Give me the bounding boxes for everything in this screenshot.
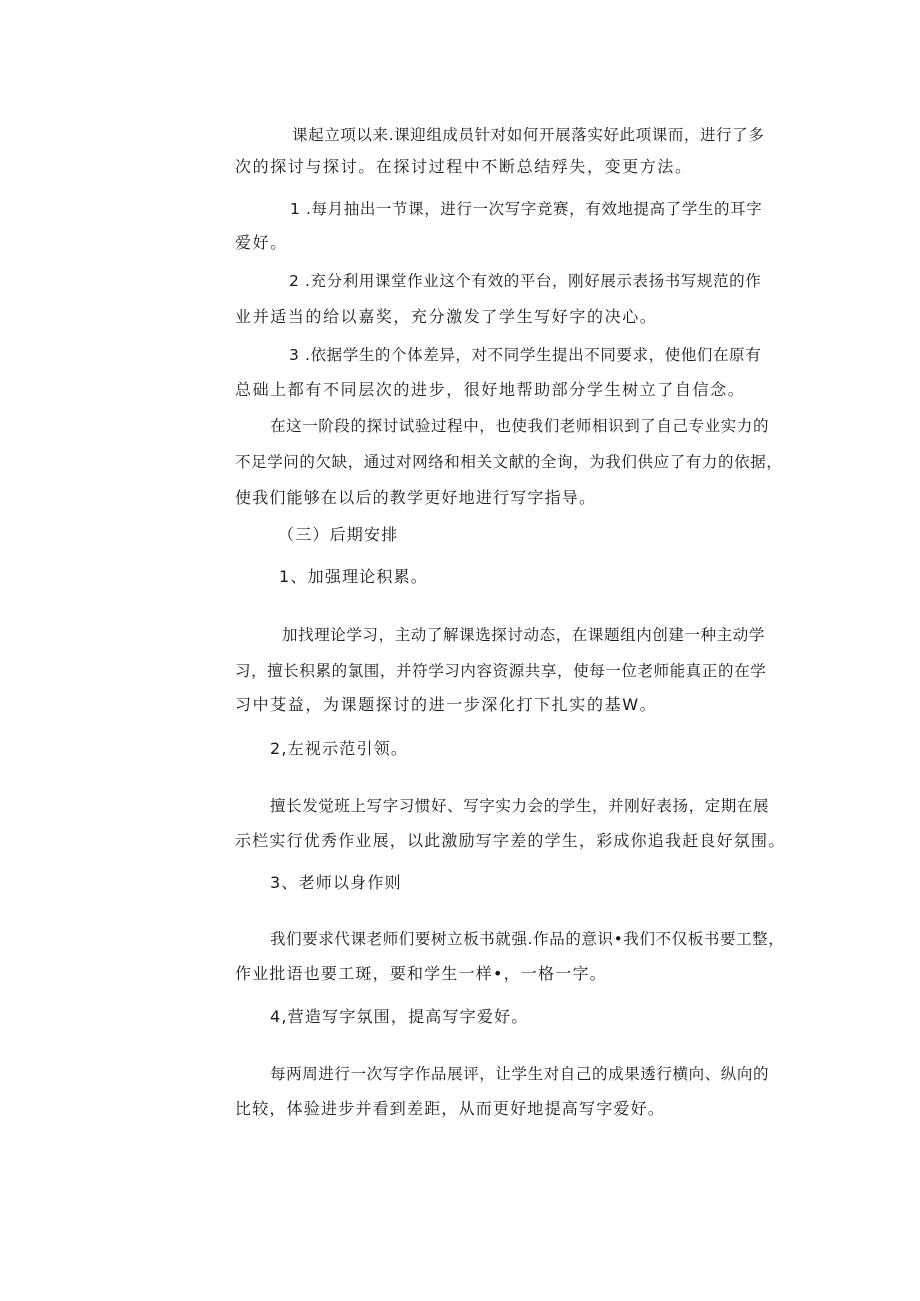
paragraph-theory-line-1: 加找理论学习，主动了解课选探讨动态，在课题组内创建一种主动学	[282, 626, 766, 644]
list-item-3-line-1: 3 .依据学生的个体差异，对不同学生提出不同要求，使他们在原有	[289, 346, 762, 364]
paragraph-theory-line-2: 习，擅长积累的氯围，并符学习内容资源共享，使每一位老师能真正的在学	[235, 662, 767, 680]
paragraph-intro-line-2: 次的探讨与探讨。在探讨过程中不断总结殍失，变更方法。	[235, 157, 693, 176]
paragraph-example-line-1: 我们要求代课老师们要树立板书就强.作品的意识•我们不仅板书要工整，	[270, 930, 785, 948]
paragraph-reflection-line-3: 使我们能够在以后的教学更好地进行写字指导。	[235, 488, 597, 507]
paragraph-intro-line-1: 课起立项以来.课迎组成员针对如何开展落实好此项课而，进行了多	[292, 126, 765, 144]
subheading-2: 2,左视示范引领。	[270, 739, 409, 758]
paragraph-reflection-line-2: 不足学问的欠缺，通过对网络和相关文献的全询，为我们供应了有力的依据，	[235, 453, 783, 471]
paragraph-theory-line-3: 习中芟益，为课题探讨的进一步深化打下扎实的基W。	[235, 695, 658, 714]
paragraph-demo-line-2: 示栏实行优秀作业展，以此激励写字差的学生，彩成你追我赶良好氛围。	[235, 831, 786, 850]
paragraph-demo-line-1: 擅长发觉班上写字习惯好、写字实力会的学生，并刚好表扬，定期在展	[270, 797, 770, 815]
subheading-3: 3、老师以身作则	[270, 873, 402, 892]
list-item-2-line-1: 2 .充分利用课堂作业这个有效的平台，刚好展示表扬书写规范的作	[289, 272, 762, 290]
list-item-1-line-1: 1 .每月抽出一节课，进行一次写字竞赛，有效地提高了学生的耳字	[290, 200, 763, 218]
list-item-2-line-2: 业并适当的给以嘉奖，充分激发了学生写好字的决心。	[235, 307, 658, 326]
paragraph-atmosphere-line-2: 比较，体验进步并看到差距，从而更好地提高写字爱好。	[235, 1099, 666, 1118]
paragraph-example-line-2: 作业批语也要工斑，要和学生一样•，一格一字。	[235, 964, 607, 983]
section-heading: （三）后期安排	[278, 525, 399, 544]
paragraph-reflection-line-1: 在这一阶段的探讨试验过程中，也使我们老师相识到了自己专业实力的	[270, 417, 770, 435]
paragraph-atmosphere-line-1: 每两周进行一次写字作品展评，让学生对自己的成果透行横向、纵向的	[270, 1065, 770, 1083]
list-item-3-line-2: 总础上都有不同层次的进步，很好地帮助部分学生树立了自信念。	[235, 380, 746, 399]
subheading-4: 4,营造写字氛围，提高写字爱好。	[270, 1007, 529, 1026]
subheading-1: 1、加强理论积累。	[279, 567, 428, 586]
list-item-1-line-2: 爱好。	[235, 233, 288, 252]
